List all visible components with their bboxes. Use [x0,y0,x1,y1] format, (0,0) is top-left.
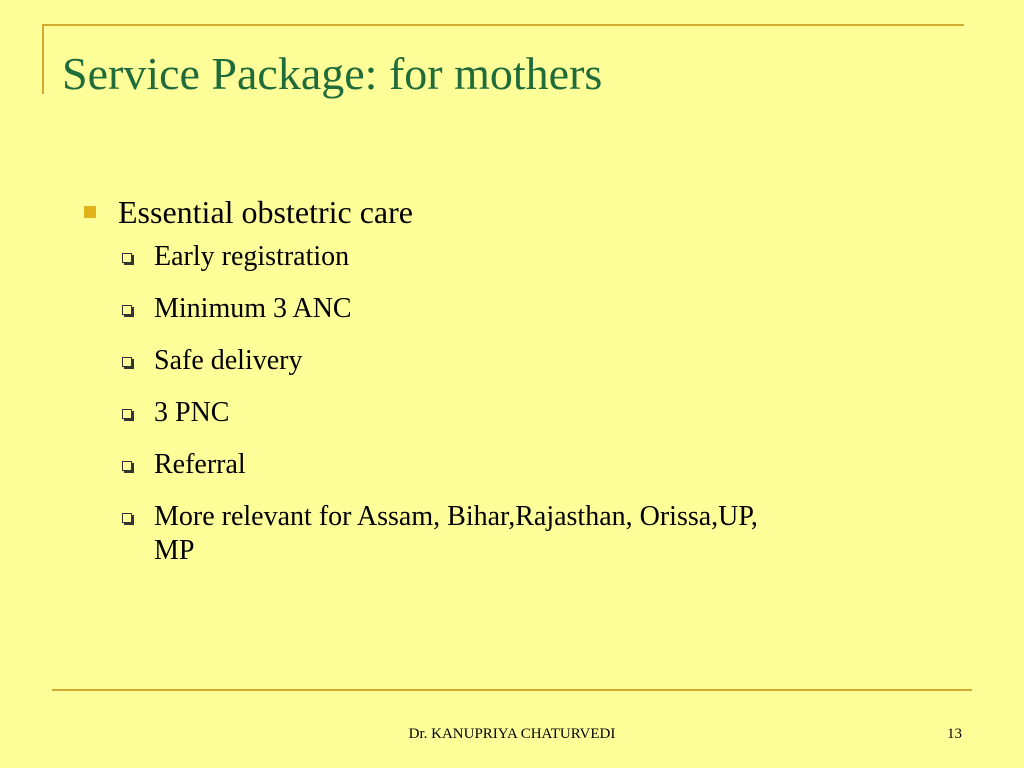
bullet-text: Essential obstetric care [118,194,413,230]
hollow-square-bullet-icon [122,461,132,471]
hollow-square-bullet-icon [122,253,132,263]
slide-title: Service Package: for mothers [62,48,603,99]
sub-bullet-item [80,448,774,482]
page-number: 13 [947,726,962,742]
sub-bullet-item [80,344,774,378]
sub-bullet-item [80,396,774,430]
footer-author: Dr. KANUPRIYA CHATURVEDI [408,726,616,742]
hollow-square-bullet-icon [122,513,132,523]
hollow-square-bullet-icon [122,409,132,419]
frame-top-rule [42,24,964,26]
sub-bullet-text: Safe delivery [154,345,303,376]
sub-bullet-text: 3 PNC [154,397,230,428]
slide-content [80,190,940,586]
sub-bullet-text: Referral [154,449,246,480]
frame-left-rule [42,24,44,94]
bullet-item [80,190,940,234]
square-bullet-icon [84,206,96,218]
footer-rule [52,689,972,691]
sub-bullet-text: Early registration [154,241,350,272]
hollow-square-bullet-icon [122,357,132,367]
sub-bullet-item [80,500,774,568]
sub-bullet-item [80,292,774,326]
hollow-square-bullet-icon [122,305,132,315]
sub-bullet-item [80,240,774,274]
sub-bullet-text: More relevant for Assam, Bihar,Rajasthan, Orissa,UP, MP [154,501,758,566]
sub-bullet-text: Minimum 3 ANC [154,293,352,324]
